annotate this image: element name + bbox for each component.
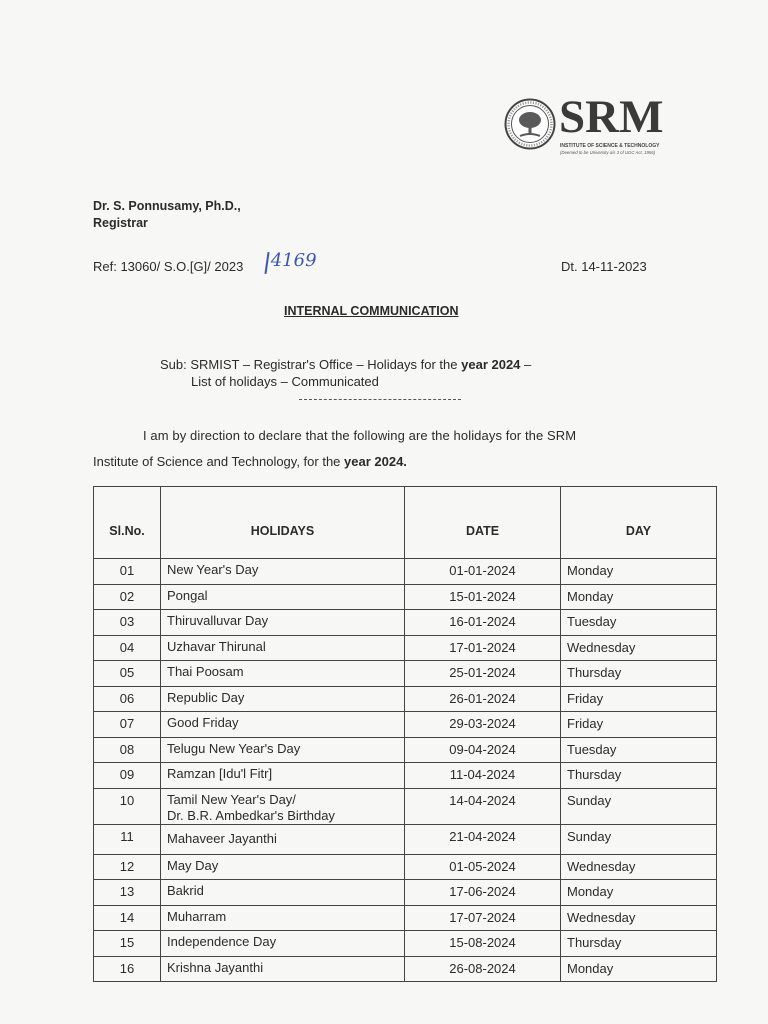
cell-sl-no: 16 — [94, 956, 161, 982]
table-row — [94, 584, 717, 610]
table-header-row — [94, 487, 717, 559]
cell-date: 21-04-2024 — [405, 824, 561, 854]
cell-date: 26-08-2024 — [405, 956, 561, 982]
table-row — [94, 737, 717, 763]
cell-sl-no: 11 — [94, 824, 161, 854]
cell-holiday: Independence Day — [161, 931, 405, 957]
cell-day: Tuesday — [561, 610, 717, 636]
header-date: DATE — [405, 487, 561, 559]
subject-year: year 2024 — [461, 357, 521, 372]
cell-holiday-line-1: Tamil New Year's Day/ — [167, 791, 296, 807]
cell-day: Friday — [561, 712, 717, 738]
cell-day: Monday — [561, 956, 717, 982]
cell-holiday: Muharram — [161, 905, 405, 931]
table-body — [94, 559, 717, 982]
srm-seal-icon — [504, 98, 556, 150]
cell-date: 26-01-2024 — [405, 686, 561, 712]
cell-sl-no: 10 — [94, 788, 161, 824]
table-row — [94, 956, 717, 982]
subject-line-2: List of holidays – Communicated — [191, 374, 379, 389]
cell-day: Sunday — [561, 788, 717, 824]
document-heading: INTERNAL COMMUNICATION — [284, 304, 459, 318]
cell-sl-no: 03 — [94, 610, 161, 636]
table-row — [94, 905, 717, 931]
cell-sl-no: 05 — [94, 661, 161, 687]
reference-number: Ref: 13060/ S.O.[G]/ 2023 — [93, 259, 244, 274]
cell-sl-no: 09 — [94, 763, 161, 789]
cell-holiday: Telugu New Year's Day — [161, 737, 405, 763]
cell-holiday-line-2: Dr. B.R. Ambedkar's Birthday — [167, 807, 335, 823]
header-day: DAY — [561, 487, 717, 559]
cell-sl-no: 06 — [94, 686, 161, 712]
table-row — [94, 854, 717, 880]
cell-holiday: Pongal — [161, 584, 405, 610]
cell-holiday: Thiruvalluvar Day — [161, 610, 405, 636]
cell-date: 09-04-2024 — [405, 737, 561, 763]
cell-sl-no: 01 — [94, 559, 161, 585]
body-year: year 2024. — [344, 454, 407, 469]
cell-date: 15-08-2024 — [405, 931, 561, 957]
handwritten-number: 4169 — [270, 250, 317, 271]
subject-suffix: – — [520, 357, 532, 372]
holidays-table — [93, 486, 717, 982]
logo-deemed-status: (Deemed to be University u/s 3 of UGC Act, 1956) — [560, 150, 656, 155]
table-row — [94, 610, 717, 636]
sender-title: Registrar — [93, 216, 148, 230]
cell-day: Sunday — [561, 824, 717, 854]
body-line-1: I am by direction to declare that the following are the holidays for the SRM — [143, 428, 577, 443]
cell-sl-no: 15 — [94, 931, 161, 957]
cell-holiday — [161, 788, 405, 824]
cell-holiday: Thai Poosam — [161, 661, 405, 687]
body-line-2 — [93, 454, 407, 469]
cell-date: 01-05-2024 — [405, 854, 561, 880]
cell-sl-no: 14 — [94, 905, 161, 931]
header-holidays: HOLIDAYS — [161, 487, 405, 559]
cell-holiday: May Day — [161, 854, 405, 880]
cell-holiday: Mahaveer Jayanthi — [161, 824, 405, 854]
subject-line-1 — [160, 357, 531, 372]
cell-sl-no: 13 — [94, 880, 161, 906]
subject-underline — [299, 399, 461, 400]
sender-name: Dr. S. Ponnusamy, Ph.D., — [93, 199, 241, 213]
cell-sl-no: 12 — [94, 854, 161, 880]
cell-day: Wednesday — [561, 905, 717, 931]
table-row — [94, 661, 717, 687]
table-row — [94, 763, 717, 789]
cell-day: Thursday — [561, 931, 717, 957]
cell-date: 01-01-2024 — [405, 559, 561, 585]
body-line-2-text: Institute of Science and Technology, for the — [93, 454, 345, 469]
cell-date: 17-07-2024 — [405, 905, 561, 931]
table-row — [94, 931, 717, 957]
cell-date: 17-06-2024 — [405, 880, 561, 906]
cell-sl-no: 07 — [94, 712, 161, 738]
cell-day: Thursday — [561, 661, 717, 687]
cell-date: 29-03-2024 — [405, 712, 561, 738]
cell-holiday: Krishna Jayanthi — [161, 956, 405, 982]
cell-date: 14-04-2024 — [405, 788, 561, 824]
cell-day: Tuesday — [561, 737, 717, 763]
cell-sl-no: 04 — [94, 635, 161, 661]
cell-sl-no: 08 — [94, 737, 161, 763]
logo-institute-name: INSTITUTE OF SCIENCE & TECHNOLOGY — [560, 143, 660, 149]
table-row — [94, 788, 717, 824]
subject-prefix: Sub: SRMIST – Registrar's Office – Holidays for the — [160, 357, 462, 372]
cell-day: Wednesday — [561, 635, 717, 661]
cell-day: Wednesday — [561, 854, 717, 880]
reference-date: Dt. 14-11-2023 — [561, 259, 647, 274]
cell-date: 11-04-2024 — [405, 763, 561, 789]
handwritten-reference — [265, 250, 317, 271]
cell-holiday: Bakrid — [161, 880, 405, 906]
cell-day: Thursday — [561, 763, 717, 789]
cell-date: 16-01-2024 — [405, 610, 561, 636]
cell-date: 15-01-2024 — [405, 584, 561, 610]
table-row — [94, 686, 717, 712]
table-row — [94, 559, 717, 585]
cell-date: 25-01-2024 — [405, 661, 561, 687]
cell-holiday: New Year's Day — [161, 559, 405, 585]
srm-logo — [504, 91, 674, 164]
table-row — [94, 635, 717, 661]
cell-day: Monday — [561, 584, 717, 610]
table-row — [94, 824, 717, 854]
cell-holiday: Good Friday — [161, 712, 405, 738]
cell-day: Friday — [561, 686, 717, 712]
cell-holiday: Republic Day — [161, 686, 405, 712]
table-row — [94, 712, 717, 738]
cell-day: Monday — [561, 559, 717, 585]
header-sl-no: Sl.No. — [94, 487, 161, 559]
table-row — [94, 880, 717, 906]
cell-holiday: Uzhavar Thirunal — [161, 635, 405, 661]
logo-wordmark: SRM — [559, 91, 664, 143]
cell-date: 17-01-2024 — [405, 635, 561, 661]
cell-holiday: Ramzan [Idu'l Fitr] — [161, 763, 405, 789]
cell-day: Monday — [561, 880, 717, 906]
cell-sl-no: 02 — [94, 584, 161, 610]
